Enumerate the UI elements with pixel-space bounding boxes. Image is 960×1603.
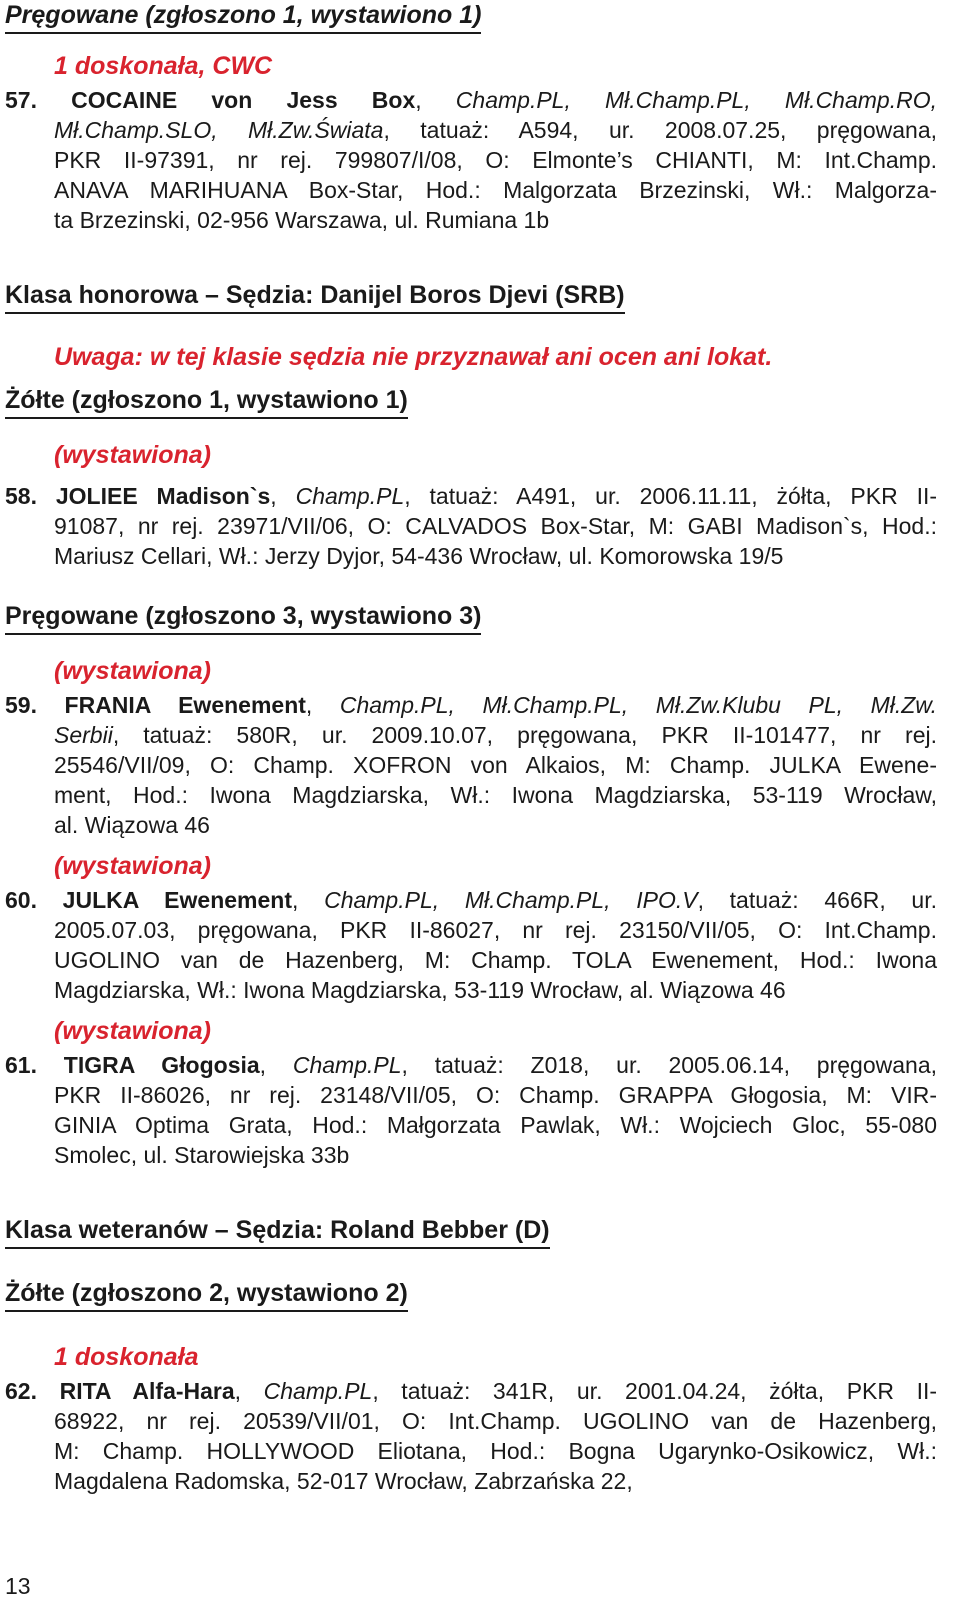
entry-details: UGOLINO van de Hazenberg, M: Champ. TOLA Ewenement, Hod.: Iwona [54, 947, 937, 973]
entry-details: PKR II-97391, nr rej. 799807/I/08, O: Elmonte’s CHIANTI, M: Int.Champ. [54, 147, 937, 173]
entry-details: ta Brzezinski, 02-956 Warszawa, ul. Rumiana 1b [54, 207, 550, 233]
entry-details: , tatuaż: Z018, ur. 2005.06.14, pręgowana, [401, 1052, 937, 1078]
entry-details: M: Champ. HOLLYWOOD Eliotana, Hod.: Bogna Ugarynko-Osikowicz, Wł.: [54, 1438, 937, 1464]
entry-number: 57. [5, 87, 37, 113]
entry-62 [5, 1376, 937, 1496]
status-label: (wystawiona) [54, 1017, 211, 1045]
dog-name: COCAINE von Jess Box [71, 87, 416, 113]
status-label: (wystawiona) [54, 657, 211, 685]
entry-details: Mariusz Cellari, Wł.: Jerzy Dyjor, 54-436 Wrocław, ul. Komorowska 19/5 [54, 543, 784, 569]
entry-number: 60. [5, 887, 37, 913]
entry-details: al. Wiązowa 46 [54, 812, 210, 838]
entry-details: PKR II-86026, nr rej. 23148/VII/05, O: Champ. GRAPPA Głogosia, M: VIR- [54, 1082, 937, 1108]
judge-note: Uwaga: w tej klasie sędzia nie przyznawał ani ocen ani lokat. [54, 343, 773, 371]
entry-details: , tatuaż: 341R, ur. 2001.04.24, żółta, PKR II- [372, 1378, 938, 1404]
separator: , [270, 483, 296, 509]
entry-number: 58. [5, 483, 37, 509]
page-number: 13 [5, 1573, 31, 1599]
dog-titles: Champ.PL [295, 483, 405, 509]
entry-details: 2005.07.03, pręgowana, PKR II-86027, nr rej. 23150/VII/05, O: Int.Champ. [54, 917, 937, 943]
section-heading-yellow: Żółte (zgłoszono 1, wystawiono 1) [5, 385, 408, 419]
entry-details: ANAVA MARIHUANA Box-Star, Hod.: Malgorzata Brzezinski, Wł.: Malgorza- [54, 177, 937, 203]
entry-details: Smolec, ul. Starowiejska 33b [54, 1142, 350, 1168]
entry-59 [5, 690, 937, 840]
separator: , [415, 87, 456, 113]
dog-titles: Champ.PL, Mł.Champ.PL, Mł.Champ.RO, [455, 87, 937, 113]
class-heading-veteran: Klasa weteranów – Sędzia: Roland Bebber (D) [5, 1215, 550, 1249]
entry-details: Magdalena Radomska, 52-017 Wrocław, Zabrzańska 22, [54, 1468, 633, 1494]
entry-details: , tatuaż: A491, ur. 2006.11.11, żółta, PKR II- [404, 483, 938, 509]
entry-details: , tatuaż: 580R, ur. 2009.10.07, pręgowana, PKR II-101477, nr rej. [112, 722, 937, 748]
entry-details: 68922, nr rej. 20539/VII/01, O: Int.Champ. UGOLINO van de Hazenberg, [54, 1408, 937, 1434]
status-label: (wystawiona) [54, 852, 211, 880]
entry-58 [5, 481, 937, 571]
entry-details: ment, Hod.: Iwona Magdziarska, Wł.: Iwona Magdziarska, 53-119 Wrocław, [54, 782, 937, 808]
entry-details: 25546/VII/09, O: Champ. XOFRON von Alkaios, M: Champ. JULKA Ewene- [54, 752, 937, 778]
separator: , [259, 1052, 293, 1078]
separator: , [234, 1378, 264, 1404]
entry-57 [5, 85, 937, 235]
dog-titles-cont: Mł.Champ.SLO, Mł.Zw.Świata [54, 117, 384, 143]
entry-number: 61. [5, 1052, 37, 1078]
section-heading-striped: Pręgowane (zgłoszono 1, wystawiono 1) [5, 0, 481, 34]
dog-name: RITA Alfa-Hara [59, 1378, 235, 1404]
entry-details: 91087, nr rej. 23971/VII/06, O: CALVADOS Box-Star, M: GABI Madison`s, Hod.: [54, 513, 937, 539]
separator: , [305, 692, 340, 718]
dog-name: TIGRA Głogosia [63, 1052, 260, 1078]
entry-details: , tatuaż: 466R, ur. [697, 887, 938, 913]
dog-titles: Champ.PL, Mł.Champ.PL, IPO.V [324, 887, 698, 913]
dog-titles-cont: Serbii [54, 722, 113, 748]
entry-details: , tatuaż: A594, ur. 2008.07.25, pręgowana, [383, 117, 938, 143]
grade-label: 1 doskonała [54, 1343, 199, 1371]
entry-details: GINIA Optima Grata, Hod.: Małgorzata Pawlak, Wł.: Wojciech Gloc, 55-080 [54, 1112, 937, 1138]
dog-name: FRANIA Ewenement [64, 692, 306, 718]
entry-60 [5, 885, 937, 1005]
grade-label: 1 doskonała, CWC [54, 52, 273, 80]
dog-titles: Champ.PL, Mł.Champ.PL, Mł.Zw.Klubu PL, Mł.Zw. [339, 692, 938, 718]
status-label: (wystawiona) [54, 441, 211, 469]
entry-61 [5, 1050, 937, 1170]
section-heading-yellow: Żółte (zgłoszono 2, wystawiono 2) [5, 1278, 408, 1312]
dog-name: JOLIEE Madison`s [55, 483, 271, 509]
separator: , [292, 887, 325, 913]
dog-name: JULKA Ewenement [62, 887, 292, 913]
section-heading-striped: Pręgowane (zgłoszono 3, wystawiono 3) [5, 601, 481, 635]
entry-number: 62. [5, 1378, 37, 1404]
dog-titles: Champ.PL [292, 1052, 402, 1078]
entry-number: 59. [5, 692, 37, 718]
entry-details: Magdziarska, Wł.: Iwona Magdziarska, 53-119 Wrocław, al. Wiązowa 46 [54, 977, 786, 1003]
dog-titles: Champ.PL [263, 1378, 373, 1404]
class-heading-honor: Klasa honorowa – Sędzia: Danijel Boros Djevi (SRB) [5, 280, 625, 314]
